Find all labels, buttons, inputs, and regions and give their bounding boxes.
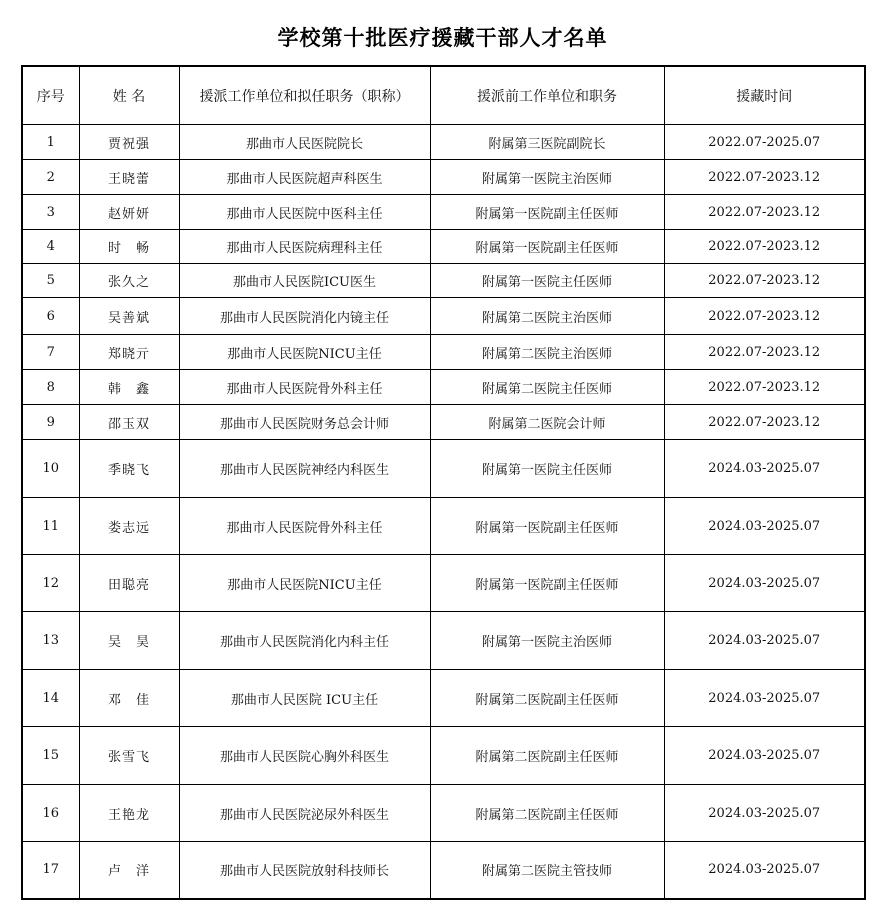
- cell-period: 2022.07-2023.12: [664, 370, 865, 405]
- cell-name: 张雪飞: [79, 727, 179, 785]
- cell-period: 2024.03-2025.07: [664, 842, 865, 899]
- cell-old-post: 附属第二医院会计师: [430, 405, 664, 440]
- header-period: 援藏时间: [664, 66, 865, 125]
- table-row: [22, 612, 865, 670]
- cell-no: 16: [22, 785, 79, 842]
- table-row: [22, 670, 865, 727]
- cell-period: 2022.07-2023.12: [664, 298, 865, 335]
- cell-new-post: 那曲市人民医院NICU主任: [179, 555, 430, 612]
- cell-period: 2024.03-2025.07: [664, 727, 865, 785]
- cell-name: 季晓飞: [79, 440, 179, 498]
- cell-old-post: 附属第二医院副主任医师: [430, 727, 664, 785]
- table-header-row: [22, 66, 865, 125]
- cell-period: 2022.07-2023.12: [664, 160, 865, 195]
- cell-old-post: 附属第一医院副主任医师: [430, 195, 664, 230]
- cell-name: 邓 佳: [79, 670, 179, 727]
- cell-name: 田聪亮: [79, 555, 179, 612]
- table-row: [22, 298, 865, 335]
- table-row: [22, 335, 865, 370]
- table-row: [22, 125, 865, 160]
- cell-new-post: 那曲市人民医院院长: [179, 125, 430, 160]
- cell-name: 赵妍妍: [79, 195, 179, 230]
- document-title: 学校第十批医疗援藏干部人才名单: [277, 26, 608, 50]
- cell-old-post: 附属第一医院副主任医师: [430, 555, 664, 612]
- cell-new-post: 那曲市人民医院骨外科主任: [179, 370, 430, 405]
- table-row: [22, 842, 865, 899]
- table-row: [22, 785, 865, 842]
- cell-new-post: 那曲市人民医院放射科技师长: [179, 842, 430, 899]
- cell-name: 韩 鑫: [79, 370, 179, 405]
- cell-period: 2022.07-2023.12: [664, 335, 865, 370]
- cell-no: 12: [22, 555, 79, 612]
- cell-name: 王晓蕾: [79, 160, 179, 195]
- cell-period: 2024.03-2025.07: [664, 785, 865, 842]
- cell-old-post: 附属第一医院主任医师: [430, 264, 664, 298]
- cell-no: 5: [22, 264, 79, 298]
- cell-no: 17: [22, 842, 79, 899]
- cell-old-post: 附属第一医院主治医师: [430, 612, 664, 670]
- cell-name: 贾祝强: [79, 125, 179, 160]
- cell-new-post: 那曲市人民医院 ICU主任: [179, 670, 430, 727]
- table-row: [22, 727, 865, 785]
- cell-new-post: 那曲市人民医院病理科主任: [179, 230, 430, 264]
- cell-name: 吴善斌: [79, 298, 179, 335]
- cell-period: 2022.07-2023.12: [664, 264, 865, 298]
- header-name: 姓 名: [79, 66, 179, 125]
- cell-name: 王艳龙: [79, 785, 179, 842]
- cell-no: 9: [22, 405, 79, 440]
- cell-old-post: 附属第二医院副主任医师: [430, 785, 664, 842]
- cell-period: 2022.07-2023.12: [664, 405, 865, 440]
- table-row: [22, 195, 865, 230]
- cell-old-post: 附属第二医院主管技师: [430, 842, 664, 899]
- table-row: [22, 160, 865, 195]
- cell-old-post: 附属第二医院主治医师: [430, 298, 664, 335]
- cell-old-post: 附属第三医院副院长: [430, 125, 664, 160]
- cell-no: 4: [22, 230, 79, 264]
- cell-name: 娄志远: [79, 498, 179, 555]
- cell-period: 2022.07-2023.12: [664, 195, 865, 230]
- cell-period: 2024.03-2025.07: [664, 555, 865, 612]
- header-no: 序号: [22, 66, 79, 125]
- cell-period: 2024.03-2025.07: [664, 612, 865, 670]
- cell-no: 3: [22, 195, 79, 230]
- cell-old-post: 附属第二医院副主任医师: [430, 670, 664, 727]
- cell-period: 2022.07-2025.07: [664, 125, 865, 160]
- header-old-post: 援派前工作单位和职务: [430, 66, 664, 125]
- cell-name: 吴 昊: [79, 612, 179, 670]
- cell-period: 2024.03-2025.07: [664, 670, 865, 727]
- cell-no: 15: [22, 727, 79, 785]
- table-row: [22, 370, 865, 405]
- table-row: [22, 440, 865, 498]
- cell-no: 2: [22, 160, 79, 195]
- cell-no: 6: [22, 298, 79, 335]
- cell-name: 卢 洋: [79, 842, 179, 899]
- header-new-post: 援派工作单位和拟任职务（职称）: [179, 66, 430, 125]
- cell-no: 7: [22, 335, 79, 370]
- cell-period: 2022.07-2023.12: [664, 230, 865, 264]
- cell-old-post: 附属第二医院主治医师: [430, 335, 664, 370]
- table-row: [22, 230, 865, 264]
- cell-no: 8: [22, 370, 79, 405]
- cell-no: 14: [22, 670, 79, 727]
- cell-new-post: 那曲市人民医院财务总会计师: [179, 405, 430, 440]
- cell-no: 10: [22, 440, 79, 498]
- cell-name: 郑晓亓: [79, 335, 179, 370]
- cell-new-post: 那曲市人民医院泌尿外科医生: [179, 785, 430, 842]
- cell-new-post: 那曲市人民医院中医科主任: [179, 195, 430, 230]
- cell-new-post: 那曲市人民医院骨外科主任: [179, 498, 430, 555]
- cell-no: 13: [22, 612, 79, 670]
- table-row: [22, 498, 865, 555]
- table-row: [22, 555, 865, 612]
- cell-period: 2024.03-2025.07: [664, 498, 865, 555]
- cell-old-post: 附属第一医院副主任医师: [430, 498, 664, 555]
- cell-no: 1: [22, 125, 79, 160]
- cell-new-post: 那曲市人民医院神经内科医生: [179, 440, 430, 498]
- cell-old-post: 附属第一医院副主任医师: [430, 230, 664, 264]
- cell-new-post: 那曲市人民医院超声科医生: [179, 160, 430, 195]
- cell-old-post: 附属第一医院主任医师: [430, 440, 664, 498]
- cell-period: 2024.03-2025.07: [664, 440, 865, 498]
- cell-old-post: 附属第一医院主治医师: [430, 160, 664, 195]
- cell-new-post: 那曲市人民医院消化内科主任: [179, 612, 430, 670]
- cell-new-post: 那曲市人民医院ICU医生: [179, 264, 430, 298]
- cell-name: 邵玉双: [79, 405, 179, 440]
- cell-new-post: 那曲市人民医院消化内镜主任: [179, 298, 430, 335]
- cell-no: 11: [22, 498, 79, 555]
- table-row: [22, 405, 865, 440]
- cell-new-post: 那曲市人民医院NICU主任: [179, 335, 430, 370]
- cell-name: 张久之: [79, 264, 179, 298]
- roster-table: [21, 65, 866, 900]
- cell-name: 时 畅: [79, 230, 179, 264]
- cell-old-post: 附属第二医院主任医师: [430, 370, 664, 405]
- table-body: [22, 125, 865, 899]
- table-row: [22, 264, 865, 298]
- cell-new-post: 那曲市人民医院心胸外科医生: [179, 727, 430, 785]
